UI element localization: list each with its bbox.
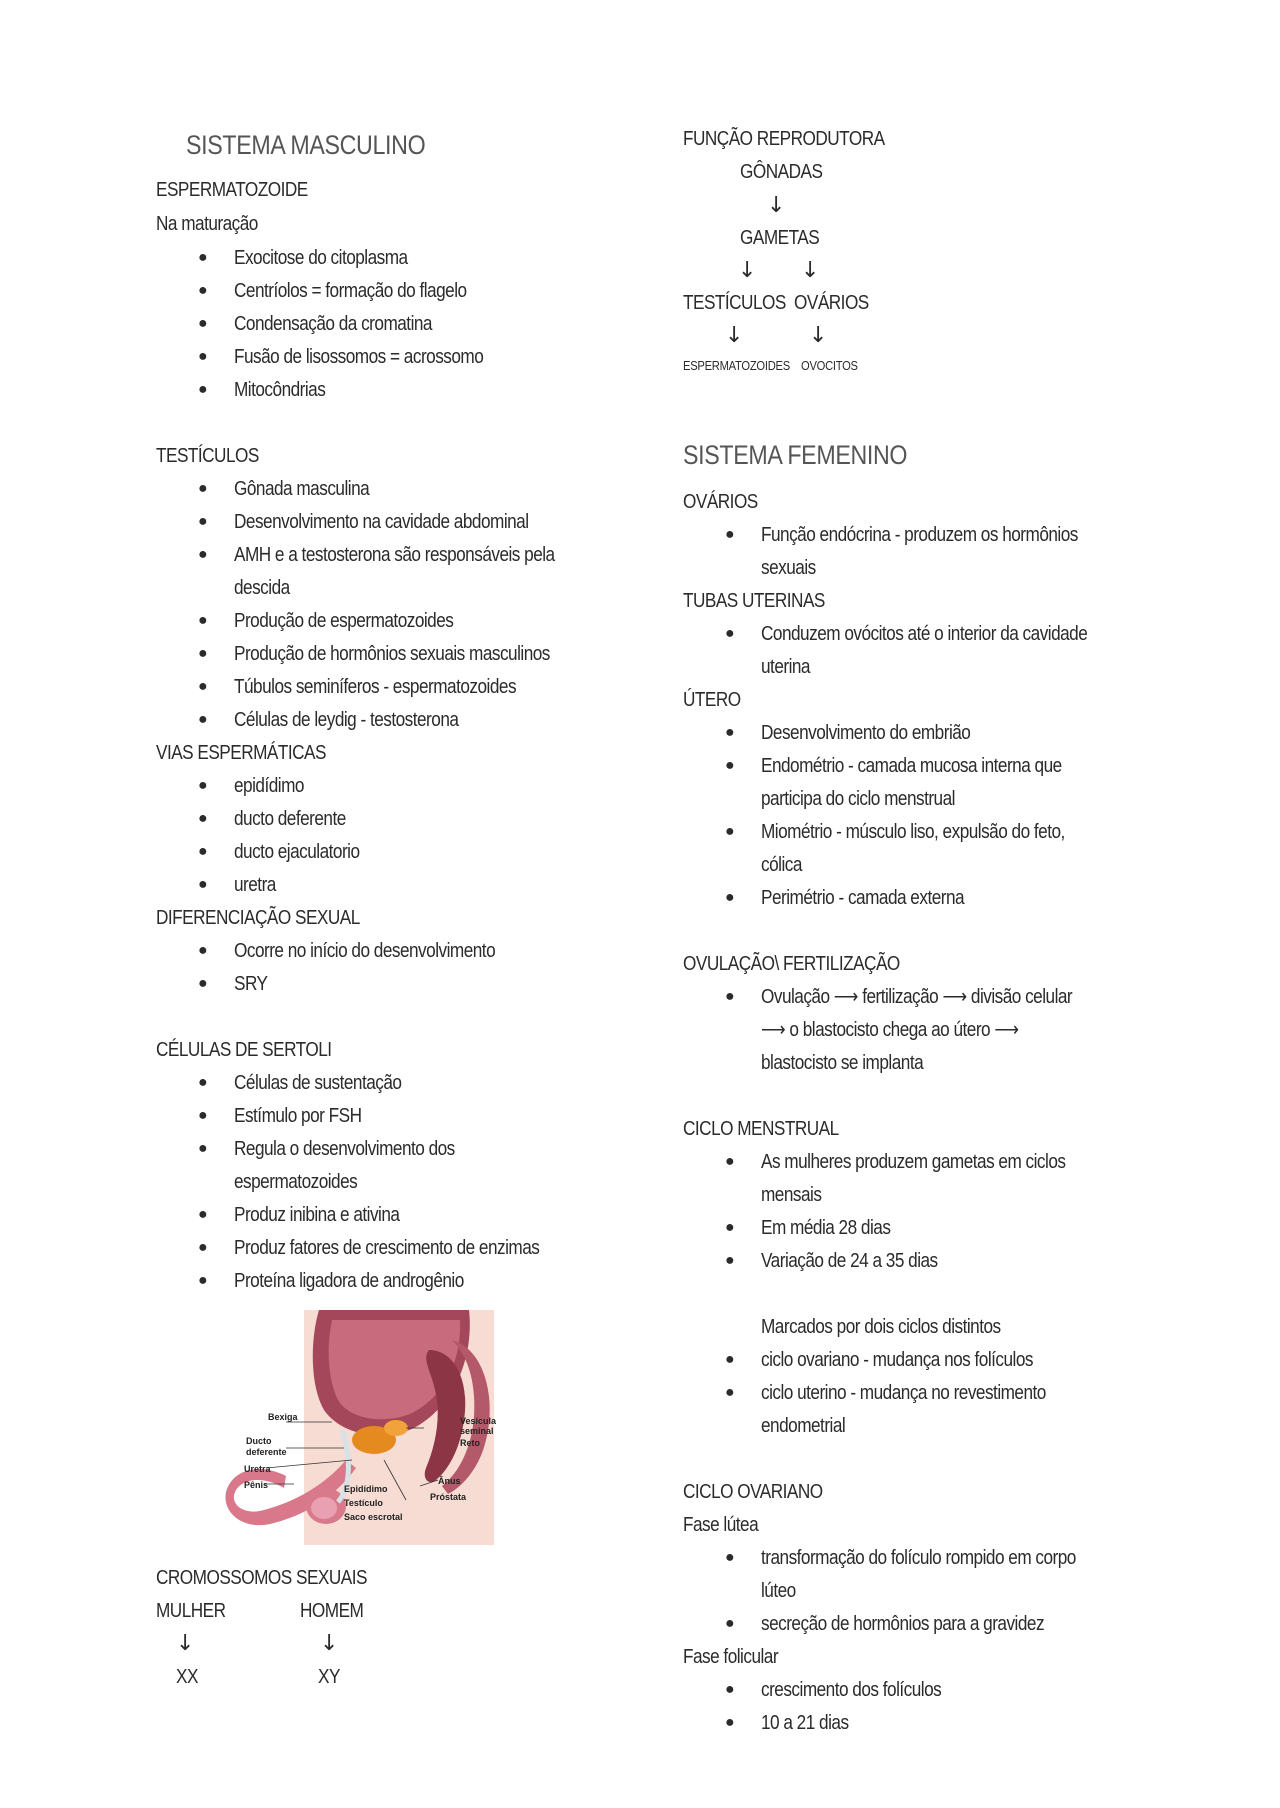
bullet-icon: ●: [198, 1272, 208, 1289]
section-heading: CICLO OVARIANO: [683, 1481, 823, 1503]
list-item: Exocitose do citoplasma: [234, 247, 408, 269]
diagram-node: GÔNADAS: [740, 161, 823, 183]
arrow-down-icon: ↓: [801, 258, 820, 283]
bullet-icon: ●: [198, 876, 208, 893]
list-item: Ocorre no início do desenvolvimento: [234, 940, 496, 962]
bullet-icon: ●: [198, 1140, 208, 1157]
bullet-icon: ●: [198, 777, 208, 794]
list-item: Produção de espermatozoides: [234, 610, 454, 632]
diagram-node: TESTÍCULOS: [683, 292, 786, 314]
list-item-continuation: mensais: [761, 1184, 822, 1206]
bullet-icon: ●: [198, 678, 208, 695]
list-item: Variação de 24 a 35 dias: [761, 1250, 938, 1272]
bullet-icon: ●: [725, 988, 735, 1005]
figure-label: deferente: [246, 1447, 287, 1457]
label-homem: HOMEM: [300, 1600, 364, 1622]
bullet-icon: ●: [198, 249, 208, 266]
list-item: 10 a 21 dias: [761, 1712, 849, 1734]
list-item: crescimento dos folículos: [761, 1679, 942, 1701]
list-item: secreção de hormônios para a gravidez: [761, 1613, 1045, 1635]
list-item: epidídimo: [234, 775, 304, 797]
list-item: Células de sustentação: [234, 1072, 402, 1094]
figure-label: Bexiga: [268, 1412, 298, 1422]
list-item: SRY: [234, 973, 268, 995]
list-item-continuation: uterina: [761, 656, 810, 678]
arrow-down-icon: ↓: [809, 323, 828, 348]
bullet-icon: ●: [725, 1219, 735, 1236]
list-item: As mulheres produzem gametas em ciclos: [761, 1151, 1066, 1173]
bullet-icon: ●: [198, 612, 208, 629]
list-item-continuation: cólica: [761, 854, 802, 876]
subheading: Na maturação: [156, 213, 258, 235]
list-item: Mitocôndrias: [234, 379, 326, 401]
bullet-icon: ●: [725, 1615, 735, 1632]
section-heading: VIAS ESPERMÁTICAS: [156, 742, 326, 764]
arrow-down-icon: ↓: [767, 193, 786, 218]
arrow-down-icon: ↓: [320, 1631, 339, 1656]
list-item-continuation: ⟶ o blastocisto chega ao útero ⟶: [761, 1019, 1019, 1041]
section-heading: OVULAÇÃO\ FERTILIZAÇÃO: [683, 953, 900, 975]
bullet-icon: ●: [725, 1681, 735, 1698]
diagram-node: OVÁRIOS: [794, 292, 869, 314]
list-item: Desenvolvimento do embrião: [761, 722, 971, 744]
list-item: Função endócrina - produzem os hormônios: [761, 524, 1078, 546]
list-item: Fusão de lisossomos = acrossomo: [234, 346, 484, 368]
section-heading: FUNÇÃO REPRODUTORA: [683, 128, 885, 150]
list-item: Regula o desenvolvimento dos: [234, 1138, 455, 1160]
bullet-icon: ●: [725, 1549, 735, 1566]
page-title: SISTEMA FEMENINO: [683, 440, 908, 470]
list-item: Centríolos = formação do flagelo: [234, 280, 467, 302]
diagram-node: GAMETAS: [740, 227, 820, 249]
list-item: Em média 28 dias: [761, 1217, 891, 1239]
page-title: SISTEMA MASCULINO: [186, 130, 426, 160]
figure-label: Uretra: [244, 1464, 271, 1474]
label-xy: XY: [318, 1666, 340, 1688]
figure-label: seminal: [460, 1426, 494, 1436]
arrow-down-icon: ↓: [738, 258, 757, 283]
list-item: ciclo ovariano - mudança nos folículos: [761, 1349, 1033, 1371]
list-item-continuation: blastocisto se implanta: [761, 1052, 924, 1074]
list-item: Gônada masculina: [234, 478, 370, 500]
list-item: transformação do folículo rompido em corpo: [761, 1547, 1076, 1569]
bullet-icon: ●: [725, 823, 735, 840]
figure-label: Ducto: [246, 1436, 272, 1446]
bullet-icon: ●: [198, 1074, 208, 1091]
figure-label: Testículo: [344, 1498, 383, 1508]
bullet-icon: ●: [725, 1153, 735, 1170]
list-item: ducto deferente: [234, 808, 346, 830]
bullet-icon: ●: [725, 889, 735, 906]
bullet-icon: ●: [198, 975, 208, 992]
bullet-icon: ●: [198, 1107, 208, 1124]
bullet-icon: ●: [725, 757, 735, 774]
list-item: Miométrio - músculo liso, expulsão do feto,: [761, 821, 1065, 843]
list-item: uretra: [234, 874, 276, 896]
figure-label: Saco escrotal: [344, 1512, 403, 1522]
list-item: ciclo uterino - mudança no revestimento: [761, 1382, 1046, 1404]
bullet-icon: ●: [198, 348, 208, 365]
bullet-icon: ●: [198, 315, 208, 332]
figure-label: Vesícula: [460, 1416, 497, 1426]
bullet-icon: ●: [198, 1206, 208, 1223]
bullet-icon: ●: [725, 625, 735, 642]
bullet-icon: ●: [725, 1252, 735, 1269]
list-item: Perimétrio - camada externa: [761, 887, 965, 909]
list-item: Produz fatores de crescimento de enzimas: [234, 1237, 540, 1259]
bullet-icon: ●: [198, 381, 208, 398]
bullet-icon: ●: [198, 645, 208, 662]
arrow-down-icon: ↓: [725, 323, 744, 348]
seminal-vesicle-shape: [384, 1420, 408, 1436]
figure-label: Epidídimo: [344, 1484, 388, 1494]
list-item: Ovulação ⟶ fertilização ⟶ divisão celular: [761, 986, 1073, 1008]
section-heading: ESPERMATOZOIDE: [156, 179, 308, 201]
arrow-down-icon: ↓: [176, 1631, 195, 1656]
bullet-icon: ●: [198, 546, 208, 563]
bullet-icon: ●: [198, 513, 208, 530]
list-item-continuation: sexuais: [761, 557, 816, 579]
section-heading: OVÁRIOS: [683, 491, 758, 513]
list-item-continuation: lúteo: [761, 1580, 796, 1602]
section-heading: CROMOSSOMOS SEXUAIS: [156, 1567, 367, 1589]
bullet-icon: ●: [725, 724, 735, 741]
list-item: Conduzem ovócitos até o interior da cavidade: [761, 623, 1088, 645]
diagram-node: OVOCITOS: [801, 358, 858, 373]
list-item: Produção de hormônios sexuais masculinos: [234, 643, 550, 665]
list-item: Túbulos seminíferos - espermatozoides: [234, 676, 517, 698]
bullet-icon: ●: [725, 1384, 735, 1401]
bullet-icon: ●: [198, 282, 208, 299]
bullet-icon: ●: [198, 810, 208, 827]
list-item-continuation: participa do ciclo menstrual: [761, 788, 955, 810]
bullet-icon: ●: [725, 1714, 735, 1731]
subheading: Fase lútea: [683, 1514, 759, 1536]
bullet-icon: ●: [725, 526, 735, 543]
bullet-icon: ●: [198, 1239, 208, 1256]
male-anatomy-figure: [224, 1310, 524, 1550]
list-item: ducto ejaculatorio: [234, 841, 360, 863]
list-item: Desenvolvimento na cavidade abdominal: [234, 511, 529, 533]
bullet-icon: ●: [198, 711, 208, 728]
bullet-icon: ●: [198, 480, 208, 497]
section-heading: TUBAS UTERINAS: [683, 590, 825, 612]
paragraph: Marcados por dois ciclos distintos: [761, 1316, 1001, 1338]
label-xx: XX: [176, 1666, 198, 1688]
list-item: Proteína ligadora de androgênio: [234, 1270, 464, 1292]
list-item-continuation: endometrial: [761, 1415, 846, 1437]
list-item: Condensação da cromatina: [234, 313, 432, 335]
list-item-continuation: espermatozoides: [234, 1171, 358, 1193]
list-item: Estímulo por FSH: [234, 1105, 362, 1127]
figure-label: Reto: [460, 1438, 480, 1448]
section-heading: TESTÍCULOS: [156, 445, 259, 467]
label-mulher: MULHER: [156, 1600, 226, 1622]
bullet-icon: ●: [198, 843, 208, 860]
figure-label: Próstata: [430, 1492, 467, 1502]
list-item: Endométrio - camada mucosa interna que: [761, 755, 1062, 777]
section-heading: DIFERENCIAÇÃO SEXUAL: [156, 907, 360, 929]
list-item: Produz inibina e ativina: [234, 1204, 400, 1226]
subheading: Fase folicular: [683, 1646, 779, 1668]
bullet-icon: ●: [198, 942, 208, 959]
figure-label: Ânus: [438, 1476, 461, 1486]
list-item: Células de leydig - testosterona: [234, 709, 459, 731]
section-heading: CICLO MENSTRUAL: [683, 1118, 839, 1140]
figure-label: Pênis: [244, 1480, 269, 1490]
section-heading: CÉLULAS DE SERTOLI: [156, 1039, 332, 1061]
diagram-node: ESPERMATOZOIDES: [683, 358, 790, 373]
epididymis-shape: [311, 1497, 337, 1519]
list-item: AMH e a testosterona são responsáveis pela: [234, 544, 555, 566]
bullet-icon: ●: [725, 1351, 735, 1368]
section-heading: ÚTERO: [683, 689, 741, 711]
list-item-continuation: descida: [234, 577, 290, 599]
